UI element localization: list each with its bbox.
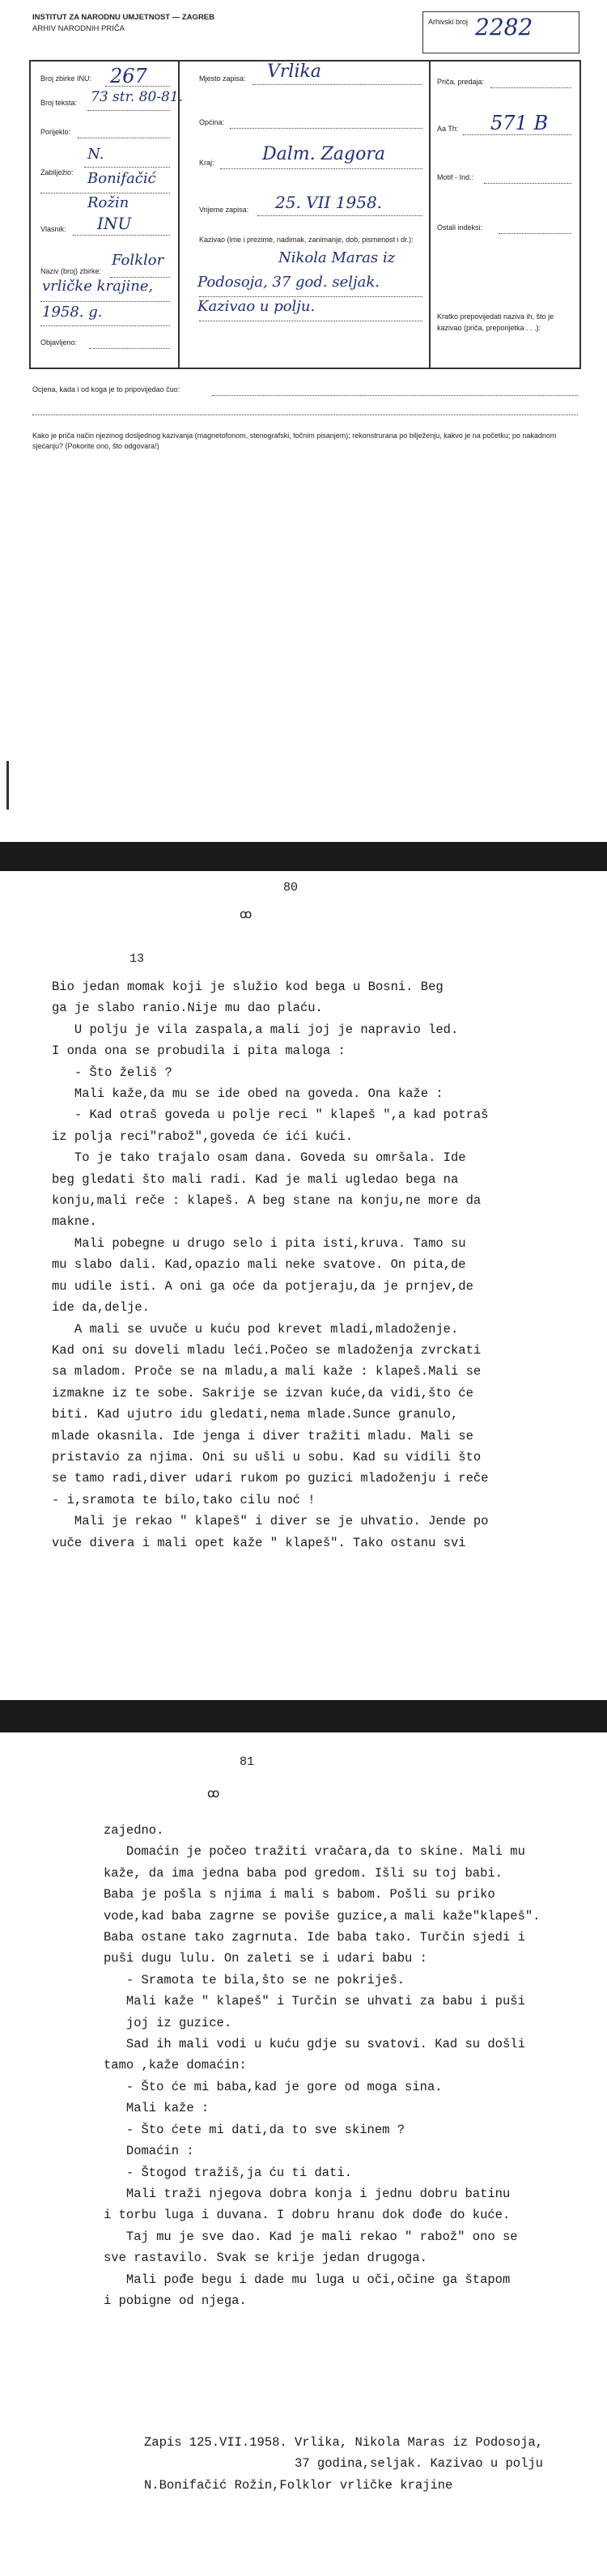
field-value-mjesto: Vrlika [267,62,321,82]
text-line: Taj mu je sve dao. Kad je mali rekao " rabož" ono se [104,2229,518,2244]
field-label-opcina: Općina: [199,118,225,126]
field-value-vrijeme: 25. VII 1958. [275,193,383,212]
typed-page-80 [0,871,607,1700]
text-line: - Štogod tražiš,ja ću ti dati. [104,2165,352,2180]
field-label-kazivao: Kazivao (ime i prezime, nadimak, zanimanje, dob, pismenost i dr.): [199,236,414,244]
field-label-ocjena: Ocjena, kada i od koga je to pripovijedao čuo: [32,385,180,393]
text-line: mu udile isti. A oni ga oće da potjeraju,da je prnjev,de [52,1278,473,1294]
text-line: izmakne iz te sobe. Sakrije se izvan kuće,da vidi,što će [52,1385,473,1401]
text-line: - Što želiš ? [52,1065,172,1080]
archive-number-label: Arhivski broj [428,18,469,26]
line [212,395,578,396]
text-line: beg gledati što mali radi. Kad je mali ugledao bega na [52,1171,459,1187]
text-line: Mali kaže,da mu se ide obed na goveda. Ona kaže : [52,1086,444,1102]
field-label-aath: Aa Th: [437,125,459,133]
field-label-ostali: Ostali indeksi: [437,223,483,232]
text-line: mu slabo dali. Kad,opazio mali neke svatove. On pita,de [52,1257,466,1273]
card-footer-note: Kako je priča način njezinog dosljednog kazivanja (magnetofonom, stenografski, točnim pisanjem); rekonstrurana po bilježenju, kakvo je na početku; po nakadnom sjećanju? (Pokorite ono, što odgovara!) [32,431,557,450]
field-label-prica: Priča, predaja: [437,78,485,86]
text-line: puši dugu lulu. On zaleti se i udari babu : [104,1951,427,1966]
text-line: konju,mali reče : klapeš. A beg stane na konju,ne more da [52,1193,482,1209]
text-line: Bio jedan momak koji je služio kod bega u Bosni. Beg [52,980,444,994]
line [89,348,170,349]
field-label-zbirka: Broj zbirke INU: [40,74,92,83]
archive-name: ARHIV NARODNIH PRIČA [32,24,125,33]
text-line: Baba ostane tako zagrnuta. Ide baba tako. Turčin sjedi i [104,1930,525,1945]
page-mark: ꚙ [240,908,253,922]
text-line: - Sramota te bila,što se ne pokriješ. [104,1972,405,1987]
line [32,414,578,415]
field-label-vlasnik: Vlasnik: [40,225,66,233]
field-value-kazivao: Nikola Maras iz Podosoja, 37 god. seljak. Kazivao u polju. [197,249,396,315]
field-value-kraj: Dalm. Zagora [262,144,386,164]
text-line: pristavio za njima. Oni su ušli u sobu. Kad su vidili što [52,1449,482,1464]
field-label-zabiljezio: Zabilježio: [40,168,74,176]
text-line: N.Bonifačić Rožin,Folklor vrličke krajine [144,2477,453,2493]
line [257,215,422,216]
card-edge-mark [6,761,9,810]
text-line: A mali se uvuče u kuću pod krevet mladi,mladoženje. [52,1321,459,1337]
text-line: Mali kaže " klapeš" i Turčin se uhvati za babu i puši [104,1994,525,2009]
text-line: U polju je vila zaspala,a mali joj je napravio led. [52,1022,459,1037]
line [220,168,422,169]
institute-name: INSTITUT ZA NARODNU UMJETNOST — ZAGREB [32,13,215,22]
text-line: - Što ćete mi dati,da to sve skinem ? [104,2122,405,2137]
text-line: Mali traži njegova dobra konja i jednu dobru batinu [104,2186,511,2201]
line [40,325,170,326]
line [105,86,170,87]
line [490,87,571,88]
line [84,167,170,168]
text-line: - Kad otraš goveda u polje reci " klapeš ",a kad potraš [52,1107,489,1123]
text-line: Mali je rekao " klapeš" i diver se je uhvatio. Jende po [52,1514,489,1529]
text-line: se tamo radi,diver udari rukom po guzici mladoženju i reče [52,1471,489,1486]
field-value-aath: 571 B [490,112,549,134]
field-label-kraj: Kraj: [199,159,214,167]
line [73,235,170,236]
text-line: sve rastavilo. Svak se krije jedan drugoga. [104,2251,427,2266]
text-line: 37 godina,seljak. Kazivao u polju [144,2456,543,2472]
line [484,183,571,184]
line [199,296,422,297]
text-line: Kad oni su doveli mladu leći.Počeo se mladoženja zvrckati [52,1342,482,1358]
story-text [104,1820,589,2311]
text-line: zajedno. [104,1823,164,1838]
line [253,84,422,85]
field-value-zbirka: 267 [110,65,147,87]
field-label-kratko: Kratko prepovijedati naziva ih, što je kazivao (priča, preporijetka . . .): [437,312,554,332]
text-line: biti. Kad ujutro idu gledati,nema mlade.Sunce granulo, [52,1407,459,1422]
typed-page-81 [0,1732,607,2576]
text-line: i pobigne od njega. [104,2293,247,2308]
text-line: vode,kad baba zagrne se poviše guzice,a mali kaže"klapeš". [104,1908,541,1923]
text-line: i torbu luga i duvana. I dobru hranu dok dođe do kuće. [104,2208,511,2223]
text-line: ga je slabo ranio.Nije mu dao plaću. [52,1001,323,1016]
text-line: Zapis 125.VII.1958. Vrlika, Nikola Maras iz Podosoja, [144,2435,543,2450]
archive-number-box [422,11,579,53]
page-number: 80 [283,881,299,895]
field-label-mjesto: Mjesto zapisa: [199,74,246,83]
field-value-vlasnik: INU [97,214,132,233]
text-line: tamo ,kaže domaćin: [104,2058,247,2073]
text-line: mlade okasnila. Ide jenga i diver tražiti mladu. Mali se [52,1428,473,1443]
text-line: I onda ona se probudila i pita maloga : [52,1044,346,1059]
page-number: 81 [240,1755,255,1769]
line [230,128,422,129]
text-line: Sad ih mali vodi u kuću gdje su svatovi. Kad su došli [104,2037,525,2052]
text-line: Mali pođe begu i dade mu luga u oči,očine ga štapom [104,2272,511,2287]
field-label-teksta: Broj teksta: [40,99,78,107]
text-line: Mali kaže : [104,2101,210,2116]
text-line: - Što će mi baba,kad je gore od moga sina. [104,2079,443,2094]
field-label-naziv-zbirke: Naziv (broj) zbirke: [40,267,102,275]
field-value-naziv-zbirke: Folklor vrličke krajine, 1958. g. [42,252,164,321]
column-divider-right [429,60,431,369]
text-line: ide da,delje. [52,1300,150,1316]
text-line: kaže, da ima jedna baba pod gredom. Išli su toj babi. [104,1865,503,1881]
field-value-teksta: 73 str. 80-81. [91,89,184,105]
field-label-objavljeno: Objavljeno: [40,338,78,346]
field-value-zabiljezio: N. Bonifačić Rožin [87,146,156,211]
text-line: - i,sramota te bilo,tako cilu noć ! [52,1492,316,1507]
field-label-porijeklo: Porijeklo: [40,128,71,136]
text-line: vuče divera i mali opet kaže " klapeš". Tako ostanu svi [52,1535,466,1550]
page-gap [0,1700,607,1732]
text-line: Domaćin je počeo tražiti vračara,da to skine. Mali mu [104,1844,525,1860]
field-label-vrijeme: Vrijeme zapisa: [199,206,249,214]
text-line: iz polja reci"rabož",goveda će ići kući. [52,1129,354,1144]
line [110,277,170,278]
line [499,233,571,234]
text-line: Mali pobegne u drugo selo i pita isti,kruva. Tamo su [52,1235,466,1251]
record-footer [144,2432,597,2496]
page-mark: ꚙ [207,1787,220,1801]
archive-number-value: 2282 [475,14,533,40]
text-line: Baba je pošla s njima i mali s babom. Pošli su priko [104,1887,495,1902]
line [40,301,170,302]
line [463,134,571,135]
page-gap [0,842,607,871]
line [87,110,170,111]
text-line: joj iz guzice. [104,2015,232,2030]
text-line: sa mladom. Proče se na mladu,a mali kaže : klapeš.Mali se [52,1364,482,1379]
story-text [52,976,586,1554]
column-divider-left [178,60,180,369]
archive-card-page [0,0,607,842]
text-line: To je tako trajalo osam dana. Goveda su omršala. Ide [52,1150,466,1166]
story-number: 13 [129,952,145,966]
field-label-motif: Motif - Ind.: [437,173,474,181]
text-line: Domaćin : [104,2144,194,2159]
text-line: makne. [52,1214,97,1230]
